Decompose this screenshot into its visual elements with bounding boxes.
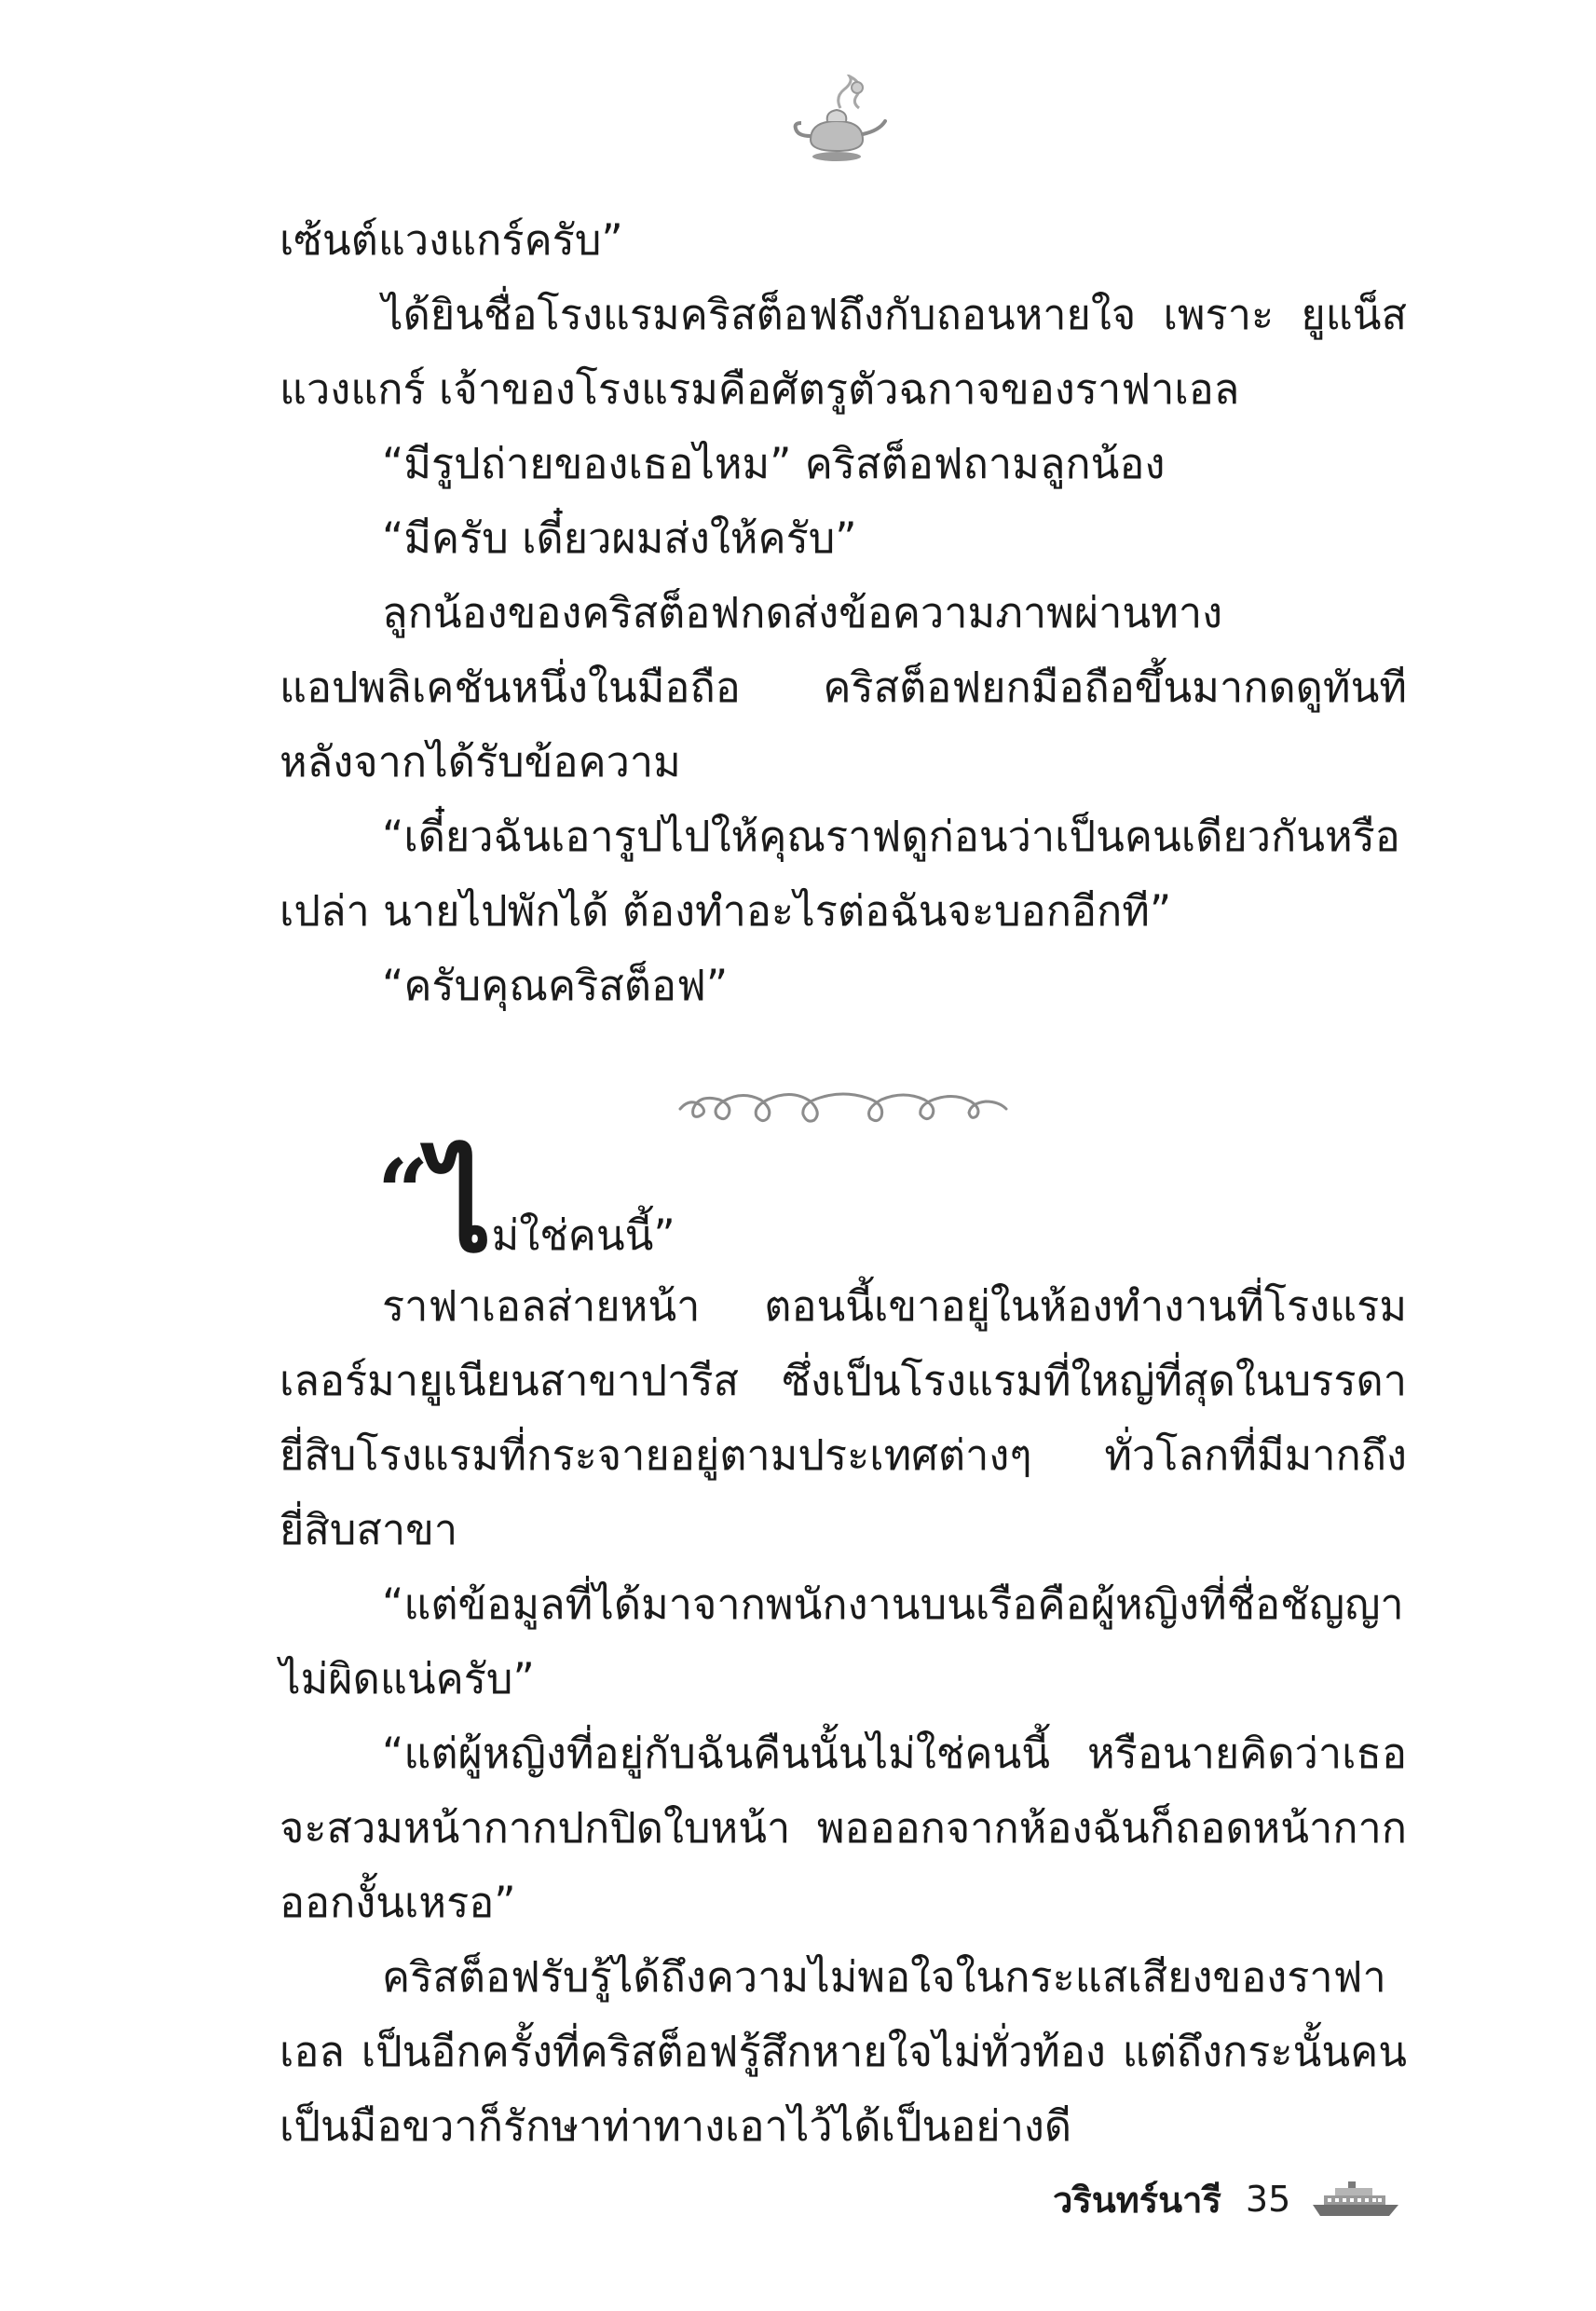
- dropcap-heading: [377, 1137, 675, 1279]
- text-block-2: [280, 1269, 1407, 2164]
- paragraph: ราฟาเอลส่ายหน้า ตอนนี้เขาอยู่ในห้องทำงานที่โรงแรมเลอร์มายูเนียนสาขาปารีส ซึ่งเป็นโรงแรมที่ใหญ่ที่สุดในบรรดายี่สิบโรงแรมที่กระจายอยู่ตามประเทศต่างๆ ทั่วโลกที่มีมากถึงยี่สิบสาขา: [280, 1281, 1407, 1554]
- paragraph: “เดี๋ยวฉันเอารูปไปให้คุณราฟดูก่อนว่าเป็นคนเดียวกันหรือเปล่า นายไปพักได้ ต้องทำอะไรต่อฉันจะบอกอีกที”: [280, 812, 1400, 936]
- paragraph: คริสต็อฟรับรู้ได้ถึงความไม่พอใจในกระแสเสียงของราฟาเอล เป็นอีกครั้งที่คริสต็อฟรู้สึกหายใจไม่ทั่วท้อง แต่ถึงกระนั้นคนเป็นมือขวาก็รักษาท่าทางเอาไว้ได้เป็นอย่างดี: [280, 1952, 1407, 2151]
- paragraph: “ครับคุณคริสต็อฟ”: [382, 961, 729, 1010]
- paragraph: ลูกน้องของคริสต็อฟกดส่งข้อความภาพผ่านทางแอปพลิเคชันหนึ่งในมือถือ คริสต็อฟยกมือถือขึ้นมากดดูทันทีหลังจากได้รับข้อความ: [280, 588, 1407, 786]
- paragraph: เซ้นต์แวงแกร์ครับ”: [280, 215, 623, 265]
- page-number: 35: [1245, 2179, 1291, 2220]
- genie-lamp-icon: [783, 75, 894, 168]
- paragraph: “มีครับ เดี๋ยวผมส่งให้ครับ”: [382, 513, 857, 563]
- dropcap-quote: “: [377, 1140, 430, 1245]
- dropcap-rest-text: ม่ใช่คนนี้”: [491, 1210, 675, 1260]
- paragraph: ได้ยินชื่อโรงแรมคริสต็อฟถึงกับถอนหายใจ เพราะ ยูแน็ส แวงแกร์ เจ้าของโรงแรมคือศัตรูตัวฉกาจของราฟาเอล: [280, 290, 1407, 414]
- paragraph: “แต่ผู้หญิงที่อยู่กับฉันคืนนั้นไม่ใช่คนนี้ หรือนายคิดว่าเธอจะสวมหน้ากากปกปิดใบหน้า พอออกจากห้องฉันก็ถอดหน้ากากออกงั้นเหรอ”: [280, 1729, 1407, 1927]
- dropcap-letter: ไ: [430, 1137, 492, 1279]
- text-block-1: [280, 203, 1407, 1023]
- paragraph: “แต่ข้อมูลที่ได้มาจากพนักงานบนเรือคือผู้หญิงที่ชื่อชัญญาไม่ผิดแน่ครับ”: [280, 1579, 1404, 1703]
- paragraph: “มีรูปถ่ายของเธอไหม” คริสต็อฟถามลูกน้อง: [382, 439, 1166, 488]
- ornament-divider: [671, 1081, 1016, 1137]
- book-title: วรินทร์นารี: [1053, 2179, 1221, 2221]
- page-footer: [1053, 2171, 1400, 2227]
- ship-icon: [1311, 2181, 1400, 2218]
